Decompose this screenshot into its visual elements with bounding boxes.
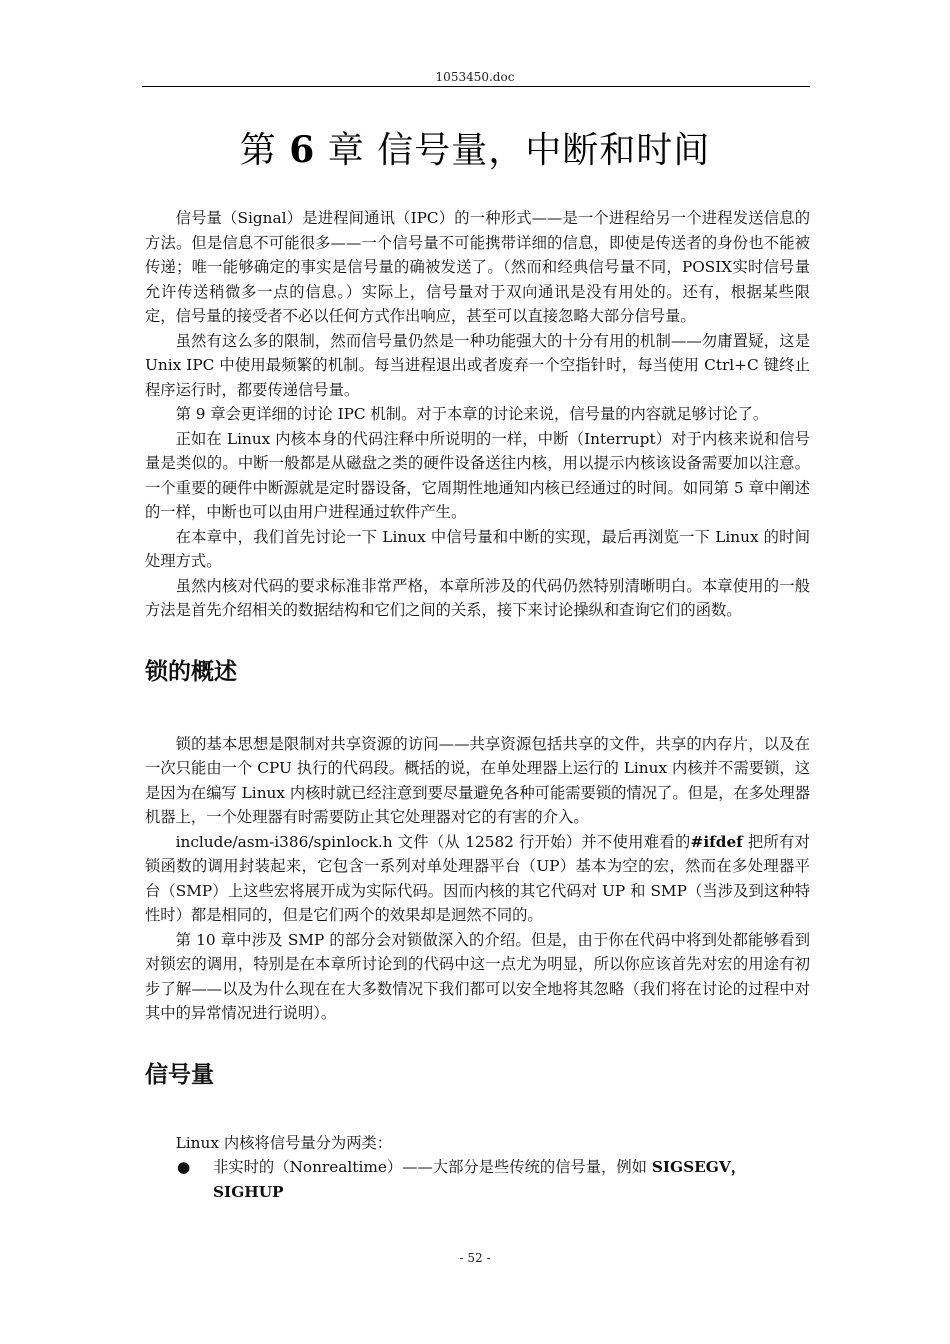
locks-paragraph: 第 10 章中涉及 SMP 的部分会对锁做深入的介绍。但是，由于你在代码中将到处都能够看到对锁宏的调用，特别是在本章所讨论到的代码中这一点尤为明显，所以你应该首先对宏的用途有初步了解——以及为什么现在在大多数情况下我们都可以安全地将其忽略（我们将在讨论的过程中对其中的异常情况进行说明）。 [145,930,810,1022]
bullet-text-bold: SIGSEGV，SIGHUP [213,1158,747,1201]
intro-paragraph: 正如在 Linux 内核本身的代码注释中所说明的一样，中断（Interrupt）对于内核来说和信号量是类似的。中断一般都是从磁盘之类的硬件设备送往内核，用以提示内核该设备需要加以注意。一个重要的硬件中断源就是定时器设备，它周期性地通知内核已经通过的时间。如同第 5 章中阐述的一样，中断也可以由用户进程通过软件产生。 [145,429,810,521]
intro-paragraph: 信号量（Signal）是进程间通讯（IPC）的一种形式——是一个进程给另一个进程发送信息的方法。但是信息不可能很多——一个信号量不可能携带详细的信息，即使是传送者的身份也不能被传递；唯一能够确定的事实是信号量的确被发送了。（然而和经典信号量不同，POSIX实时信号量允许传送稍微多一点的信息。）实际上，信号量对于双向通讯是没有用处的。还有，根据某些限定，信号量的接受者不必以任何方式作出响应，甚至可以直接忽略大部分信号量。 [145,209,810,325]
bullet-text-plain: 非实时的（Nonrealtime）——大部分是些传统的信号量，例如 [213,1158,652,1176]
section-heading-signals: 信号量 [145,1061,214,1088]
page-number: - 52 - [459,1251,491,1265]
locks-paragraph [145,830,810,928]
locks-paragraph: 锁的基本思想是限制对共享资源的访问——共享资源包括共享的文件，共享的内存片，以及在一次只能由一个 CPU 执行的代码段。概括的说，在单处理器上运行的 Linux 内核并不需要锁，这是因为在编写 Linux 内核时就已经注意到要尽量避免各种可能需要锁的情况了。但是，在多处理器机器上，一个处理器有时需要防止其它处理器对它的有害的介入。 [145,734,810,826]
chapter-title [0,122,950,173]
bullet-item [145,1155,810,1204]
bullet-text [213,1155,810,1204]
intro-paragraph: 虽然有这么多的限制，然而信号量仍然是一种功能强大的十分有用的机制——勿庸置疑，这是 Unix IPC 中使用最频繁的机制。每当进程退出或者废弃一个空指针时，每当使用 Ctrl+C 键终止程序运行时，都要传递信号量。 [145,331,810,399]
locks-text: 把所有对锁函数的调用封装起来，它包含一系列对单处理器平台（UP）基本为空的宏，然而在多处理器平台（SMP）上这些宏将展开成为实际代码。因而内核的其它代码对 UP 和 SMP（当涉及到这种特性时）都是相同的，但是它们两个的效果却是迥然不同的。 [145,832,810,924]
section-heading-locks: 锁的概述 [145,658,237,685]
document-body [145,206,810,1204]
intro-paragraph: 虽然内核对代码的要求标准非常严格，本章所涉及的代码仍然特别清晰明白。本章使用的一般方法是首先介绍相关的数据结构和它们之间的关系，接下来讨论操纵和查询它们的函数。 [145,576,810,619]
signals-intro: Linux 内核将信号量分为两类： [175,1133,393,1152]
chapter-suffix: 章 信号量，中断和时间 [315,130,711,171]
bullet-dot-icon: ● [177,1158,191,1176]
intro-paragraph: 第 9 章会更详细的讨论 IPC 机制。对于本章的讨论来说，信号量的内容就足够讨论了。 [175,405,769,423]
chapter-prefix: 第 [239,130,290,171]
page-header: 1053450.doc [435,70,515,84]
header-rule [142,86,810,87]
intro-paragraph: 在本章中，我们首先讨论一下 Linux 中信号量和中断的实现，最后再浏览一下 Linux 的时间处理方式。 [145,527,810,570]
ifdef-keyword: #ifdef [690,832,743,851]
locks-text: include/asm-i386/spinlock.h 文件（从 12582 行开始）并不使用难看的 [175,832,691,851]
chapter-number: 6 [289,129,316,171]
